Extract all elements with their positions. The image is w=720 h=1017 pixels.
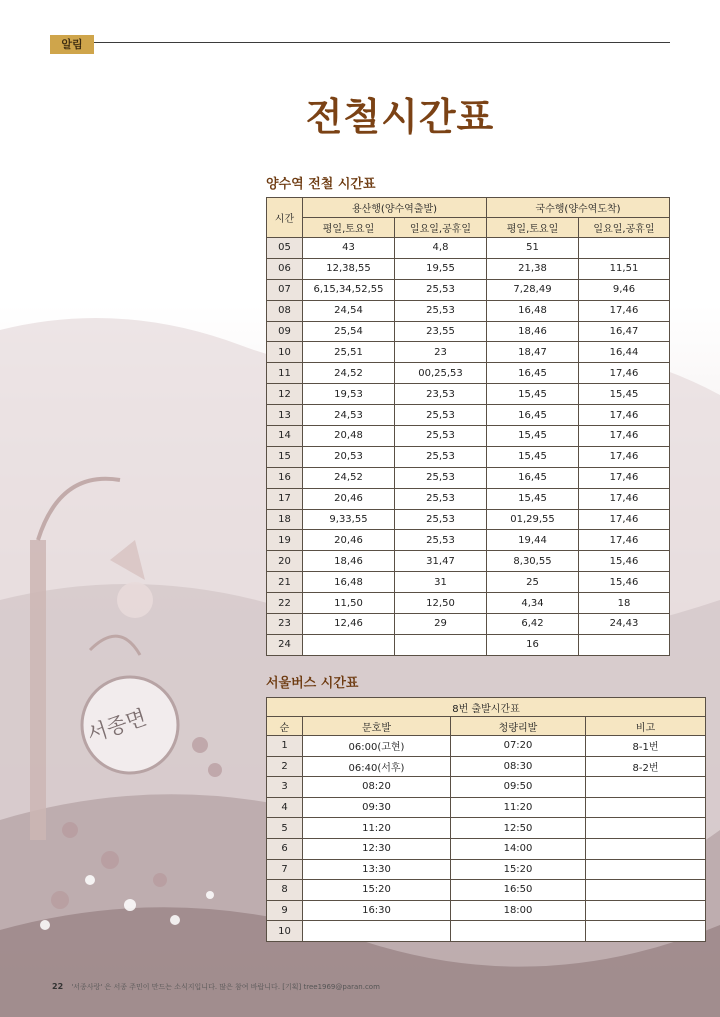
note-cell: [586, 777, 706, 798]
bus-header-note: 비고: [586, 717, 706, 736]
table-row: [267, 551, 670, 572]
table-row: [267, 321, 670, 342]
table-row: [267, 756, 706, 777]
departure-munho-cell: 15:20: [303, 880, 451, 901]
departure-munho-cell: 06:40(서후): [303, 756, 451, 777]
guksu-holiday-cell: 17,46: [579, 509, 670, 530]
seq-cell: 9: [267, 900, 303, 921]
section-tag: 알림: [50, 35, 94, 54]
hour-cell: 15: [267, 446, 303, 467]
guksu-holiday-cell: 11,51: [579, 258, 670, 279]
yongsan-weekday-cell: 25,54: [303, 321, 395, 342]
hour-cell: 17: [267, 488, 303, 509]
guksu-weekday-cell: 7,28,49: [487, 279, 579, 300]
sub-header: 일요일,공휴일: [579, 218, 670, 238]
table-row: [267, 467, 670, 488]
guksu-holiday-cell: 15,46: [579, 551, 670, 572]
guksu-holiday-cell: 16,44: [579, 342, 670, 363]
yongsan-holiday-cell: 29: [395, 614, 487, 635]
yongsan-weekday-cell: 20,46: [303, 488, 395, 509]
table-row: [267, 342, 670, 363]
table-row: [267, 258, 670, 279]
hour-cell: 20: [267, 551, 303, 572]
table-row: [267, 818, 706, 839]
guksu-weekday-cell: 18,47: [487, 342, 579, 363]
table-row: [267, 238, 670, 259]
yongsan-holiday-cell: 4,8: [395, 238, 487, 259]
guksu-weekday-cell: 51: [487, 238, 579, 259]
table-row: [267, 509, 670, 530]
note-cell: [586, 921, 706, 942]
departure-munho-cell: 12:30: [303, 838, 451, 859]
note-cell: [586, 859, 706, 880]
sub-header: 평일,토요일: [487, 218, 579, 238]
yongsan-holiday-cell: 25,53: [395, 300, 487, 321]
hour-cell: 14: [267, 426, 303, 447]
table-row: [267, 900, 706, 921]
departure-cheongnyangni-cell: 12:50: [451, 818, 586, 839]
bus-header-to: 청량리발: [451, 717, 586, 736]
hour-cell: 10: [267, 342, 303, 363]
page-number: 22: [52, 982, 64, 991]
note-cell: [586, 838, 706, 859]
hour-cell: 21: [267, 572, 303, 593]
hour-cell: 16: [267, 467, 303, 488]
guksu-weekday-cell: 16,45: [487, 467, 579, 488]
hour-cell: 18: [267, 509, 303, 530]
seq-cell: 5: [267, 818, 303, 839]
yongsan-holiday-cell: 23,53: [395, 384, 487, 405]
guksu-weekday-cell: 16,45: [487, 405, 579, 426]
table-row: [267, 921, 706, 942]
hour-cell: 08: [267, 300, 303, 321]
table-row: [267, 426, 670, 447]
group-header-yongsan: 용산행(양수역출발): [303, 198, 487, 218]
yongsan-weekday-cell: 20,53: [303, 446, 395, 467]
guksu-holiday-cell: 16,47: [579, 321, 670, 342]
departure-cheongnyangni-cell: 16:50: [451, 880, 586, 901]
group-header-guksu: 국수행(양수역도착): [487, 198, 670, 218]
departure-cheongnyangni-cell: [451, 921, 586, 942]
bus-timetable: [266, 697, 706, 942]
guksu-holiday-cell: 18: [579, 593, 670, 614]
departure-munho-cell: 13:30: [303, 859, 451, 880]
guksu-weekday-cell: 8,30,55: [487, 551, 579, 572]
seq-cell: 8: [267, 880, 303, 901]
table-row: [267, 530, 670, 551]
seq-cell: 7: [267, 859, 303, 880]
yongsan-holiday-cell: 25,53: [395, 488, 487, 509]
guksu-holiday-cell: 17,46: [579, 530, 670, 551]
hour-cell: 07: [267, 279, 303, 300]
train-table-body: [267, 238, 670, 656]
departure-cheongnyangni-cell: 11:20: [451, 797, 586, 818]
guksu-holiday-cell: 17,46: [579, 405, 670, 426]
guksu-holiday-cell: 15,46: [579, 572, 670, 593]
note-cell: [586, 880, 706, 901]
yongsan-holiday-cell: 12,50: [395, 593, 487, 614]
footer-text: '서종사랑' 은 서종 주민이 만드는 소식지입니다. 많은 참여 바랍니다. [기획] tree1969@paran.com: [71, 983, 380, 991]
guksu-holiday-cell: 15,45: [579, 384, 670, 405]
guksu-weekday-cell: 4,34: [487, 593, 579, 614]
yongsan-weekday-cell: 19,53: [303, 384, 395, 405]
yongsan-holiday-cell: 25,53: [395, 509, 487, 530]
yongsan-weekday-cell: 20,48: [303, 426, 395, 447]
yongsan-weekday-cell: 9,33,55: [303, 509, 395, 530]
yongsan-weekday-cell: 24,52: [303, 363, 395, 384]
yongsan-weekday-cell: 24,53: [303, 405, 395, 426]
yongsan-holiday-cell: [395, 634, 487, 655]
yongsan-holiday-cell: 25,53: [395, 467, 487, 488]
guksu-weekday-cell: 15,45: [487, 384, 579, 405]
header-rule: [94, 42, 670, 43]
yongsan-holiday-cell: 00,25,53: [395, 363, 487, 384]
yongsan-holiday-cell: 31,47: [395, 551, 487, 572]
hour-cell: 05: [267, 238, 303, 259]
guksu-weekday-cell: 21,38: [487, 258, 579, 279]
yongsan-weekday-cell: 6,15,34,52,55: [303, 279, 395, 300]
table-row: [267, 838, 706, 859]
yongsan-holiday-cell: 25,53: [395, 426, 487, 447]
yongsan-holiday-cell: 19,55: [395, 258, 487, 279]
table-row: [267, 797, 706, 818]
note-cell: 8-1번: [586, 736, 706, 757]
departure-munho-cell: 16:30: [303, 900, 451, 921]
table-row: [267, 777, 706, 798]
departure-munho-cell: 08:20: [303, 777, 451, 798]
yongsan-weekday-cell: 24,54: [303, 300, 395, 321]
guksu-holiday-cell: 17,46: [579, 363, 670, 384]
note-cell: 8-2번: [586, 756, 706, 777]
table-row: [267, 446, 670, 467]
hour-cell: 24: [267, 634, 303, 655]
hour-cell: 09: [267, 321, 303, 342]
guksu-holiday-cell: 17,46: [579, 488, 670, 509]
yongsan-holiday-cell: 31: [395, 572, 487, 593]
yongsan-weekday-cell: 18,46: [303, 551, 395, 572]
sub-header: 일요일,공휴일: [395, 218, 487, 238]
yongsan-weekday-cell: 12,38,55: [303, 258, 395, 279]
seq-cell: 10: [267, 921, 303, 942]
guksu-weekday-cell: 15,45: [487, 426, 579, 447]
guksu-holiday-cell: 9,46: [579, 279, 670, 300]
departure-cheongnyangni-cell: 09:50: [451, 777, 586, 798]
table-row: [267, 363, 670, 384]
table-row: [267, 300, 670, 321]
guksu-weekday-cell: 01,29,55: [487, 509, 579, 530]
guksu-holiday-cell: 17,46: [579, 300, 670, 321]
guksu-weekday-cell: 15,45: [487, 488, 579, 509]
departure-cheongnyangni-cell: 08:30: [451, 756, 586, 777]
bus-header-seq: 순: [267, 717, 303, 736]
yongsan-weekday-cell: 16,48: [303, 572, 395, 593]
table-row: [267, 593, 670, 614]
guksu-holiday-cell: [579, 238, 670, 259]
seq-cell: 1: [267, 736, 303, 757]
table-row: [267, 384, 670, 405]
table-row: [267, 572, 670, 593]
seq-cell: 2: [267, 756, 303, 777]
yongsan-weekday-cell: 12,46: [303, 614, 395, 635]
yongsan-holiday-cell: 23: [395, 342, 487, 363]
hour-cell: 22: [267, 593, 303, 614]
departure-cheongnyangni-cell: 14:00: [451, 838, 586, 859]
table-row: [267, 634, 670, 655]
table-row: [267, 880, 706, 901]
guksu-weekday-cell: 16,45: [487, 363, 579, 384]
guksu-weekday-cell: 25: [487, 572, 579, 593]
note-cell: [586, 797, 706, 818]
hour-header: 시간: [267, 198, 303, 238]
bus-header-from: 문호발: [303, 717, 451, 736]
seq-cell: 3: [267, 777, 303, 798]
guksu-holiday-cell: [579, 634, 670, 655]
hour-cell: 13: [267, 405, 303, 426]
guksu-weekday-cell: 16,48: [487, 300, 579, 321]
yongsan-weekday-cell: 25,51: [303, 342, 395, 363]
page-title: 전철시간표: [305, 94, 495, 139]
table-row: [267, 859, 706, 880]
guksu-weekday-cell: 19,44: [487, 530, 579, 551]
seq-cell: 6: [267, 838, 303, 859]
table-row: [267, 279, 670, 300]
yongsan-holiday-cell: 23,55: [395, 321, 487, 342]
guksu-weekday-cell: 15,45: [487, 446, 579, 467]
yongsan-weekday-cell: [303, 634, 395, 655]
guksu-holiday-cell: 17,46: [579, 467, 670, 488]
departure-cheongnyangni-cell: 18:00: [451, 900, 586, 921]
table-row: [267, 488, 670, 509]
guksu-weekday-cell: 18,46: [487, 321, 579, 342]
yongsan-holiday-cell: 25,53: [395, 405, 487, 426]
sub-header: 평일,토요일: [303, 218, 395, 238]
yongsan-weekday-cell: 24,52: [303, 467, 395, 488]
note-cell: [586, 900, 706, 921]
hour-cell: 06: [267, 258, 303, 279]
sign-label: 서종면: [84, 705, 150, 747]
train-timetable: [266, 197, 670, 656]
yongsan-holiday-cell: 25,53: [395, 446, 487, 467]
departure-cheongnyangni-cell: 15:20: [451, 859, 586, 880]
yongsan-weekday-cell: 20,46: [303, 530, 395, 551]
yongsan-holiday-cell: 25,53: [395, 279, 487, 300]
guksu-holiday-cell: 17,46: [579, 426, 670, 447]
departure-munho-cell: [303, 921, 451, 942]
guksu-holiday-cell: 24,43: [579, 614, 670, 635]
bus-table-body: [267, 736, 706, 942]
hour-cell: 19: [267, 530, 303, 551]
guksu-weekday-cell: 6,42: [487, 614, 579, 635]
departure-munho-cell: 06:00(고현): [303, 736, 451, 757]
yongsan-holiday-cell: 25,53: [395, 530, 487, 551]
departure-cheongnyangni-cell: 07:20: [451, 736, 586, 757]
hour-cell: 23: [267, 614, 303, 635]
departure-munho-cell: 11:20: [303, 818, 451, 839]
bus-section-title: 서울버스 시간표: [266, 676, 359, 691]
table-row: [267, 405, 670, 426]
table-row: [267, 736, 706, 757]
hour-cell: 11: [267, 363, 303, 384]
hour-cell: 12: [267, 384, 303, 405]
train-section-title: 양수역 전철 시간표: [266, 177, 376, 192]
bus-table-title: 8번 출발시간표: [267, 698, 706, 717]
departure-munho-cell: 09:30: [303, 797, 451, 818]
seq-cell: 4: [267, 797, 303, 818]
yongsan-weekday-cell: 11,50: [303, 593, 395, 614]
note-cell: [586, 818, 706, 839]
table-row: [267, 614, 670, 635]
yongsan-weekday-cell: 43: [303, 238, 395, 259]
guksu-holiday-cell: 17,46: [579, 446, 670, 467]
footer: [52, 982, 380, 992]
guksu-weekday-cell: 16: [487, 634, 579, 655]
